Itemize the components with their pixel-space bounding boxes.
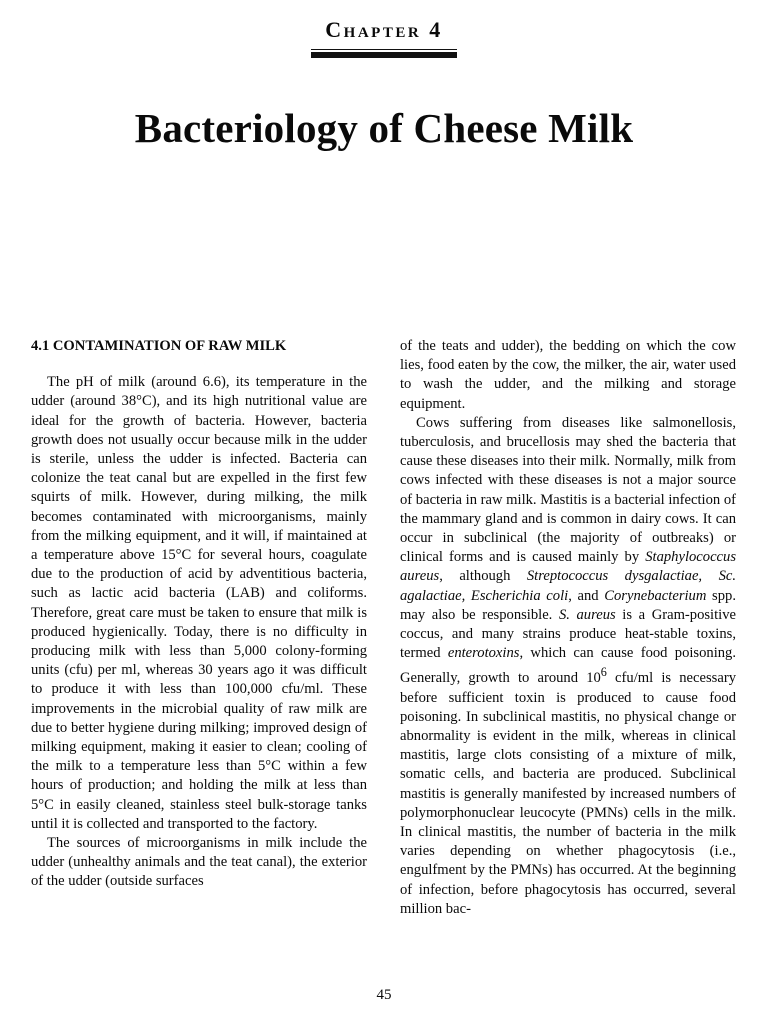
left-column: [31, 337, 367, 892]
right-paragraph-2: [400, 414, 736, 919]
species-name: S. aureus: [558, 606, 616, 623]
chapter-label: Chapter 4: [325, 17, 443, 42]
exponent: 6: [600, 665, 607, 680]
chapter-rule-thin: [311, 49, 457, 50]
term-italic: enterotoxins: [447, 645, 520, 662]
species-name: Streptococcus dysgalactiae, Sc. agalactiae, Escherichia coli: [400, 568, 736, 604]
chapter-rule: [311, 52, 457, 58]
page-number: 45: [376, 987, 392, 1003]
chapter-title: Bacteriology of Cheese Milk: [134, 105, 634, 151]
text-run: is a Gram-positive coccus, and many strains produce heat-stable toxins, termed: [400, 606, 736, 662]
section-heading: 4.1 CONTAMINATION OF RAW MILK: [31, 338, 287, 354]
text-run: , although: [439, 568, 527, 585]
text-run: cfu/ml is necessary before sufficient toxin is produced to cause food poisoning. In subclinical mastitis, no physical change or abnormality is evident in the milk, whereas in clinical mastitis, large clots consisting of a mixture of milk, somatic cells, and bacteria are produced. Subclinical mastitis is generally manifested by increased numbers of polymorphonuclear leucocyte (PMNs) cells in the milk. In clinical mastitis, the number of bacteria in the milk varies depending on whether phagocytosis (i.e., engulfment by the PMNs) has occurred. At the beginning of infection, before phagocytosis has occurred, several million bac-: [400, 670, 736, 917]
text-run: , and: [568, 587, 605, 604]
right-paragraph-1: of the teats and udder), the bedding on which the cow lies, food eaten by the cow, the milker, the air, water used to wash the udder, and the milking and storage equipment.: [400, 338, 736, 412]
species-name: Staphylococcus aureus: [400, 549, 736, 585]
text-run: spp. may also be responsible.: [400, 587, 736, 623]
text-run: Cows suffering from diseases like salmonellosis, tuberculosis, and brucellosis may shed the bacteria that cause these diseases into their milk. Normally, milk from cows infected with these diseases is not a major source of bacteria in raw milk. Mastitis is a bacterial infection of the mammary gland and is common in dairy cows. It can occur in subclinical (the majority of outbreaks) or clinical forms and is caused mainly by: [400, 414, 736, 566]
text-run: , which can cause food poisoning. Generally, growth to around 10: [400, 645, 736, 687]
species-name: Corynebacterium: [604, 587, 707, 604]
left-paragraph-2: The sources of microorganisms in milk include the udder (unhealthy animals and the teat canal), the exterior of the udder (outside surfaces: [31, 835, 367, 890]
right-column: [400, 337, 736, 919]
left-paragraph-1: The pH of milk (around 6.6), its temperature in the udder (around 38°C), and its high nutritional value are ideal for the growth of bacteria. However, bacteria growth does not usually occur because milk in the udder is sterile, unless the udder is infected. Bacteria can colonize the teat canal but are expelled in the first few squirts of milk. However, during milking, the milk becomes contaminated with microorganisms, mainly from the milking equipment, and it will, if maintained at a temperature above 15°C for several hours, coagulate due to the production of acid by adventitious bacteria, such as lactic acid bacteria (LAB) and coliforms. Therefore, great care must be taken to ensure that milk is produced hygienically. Today, there is no difficulty in producing milk with less than 5,000 colony-forming units (cfu) per ml, whereas 30 years ago it was difficult to produce it with less than 100,000 cfu/ml. These improvements in the microbial quality of raw milk are due to better hygiene during milking; improved design of milking equipment, making it easier to clean; cooling of the milk to a temperature less than 5°C within a few hours of production; and holding the milk at less than 5°C in easily cleaned, stainless steel bulk-storage tanks until it is collected and transported to the factory.: [31, 374, 367, 832]
